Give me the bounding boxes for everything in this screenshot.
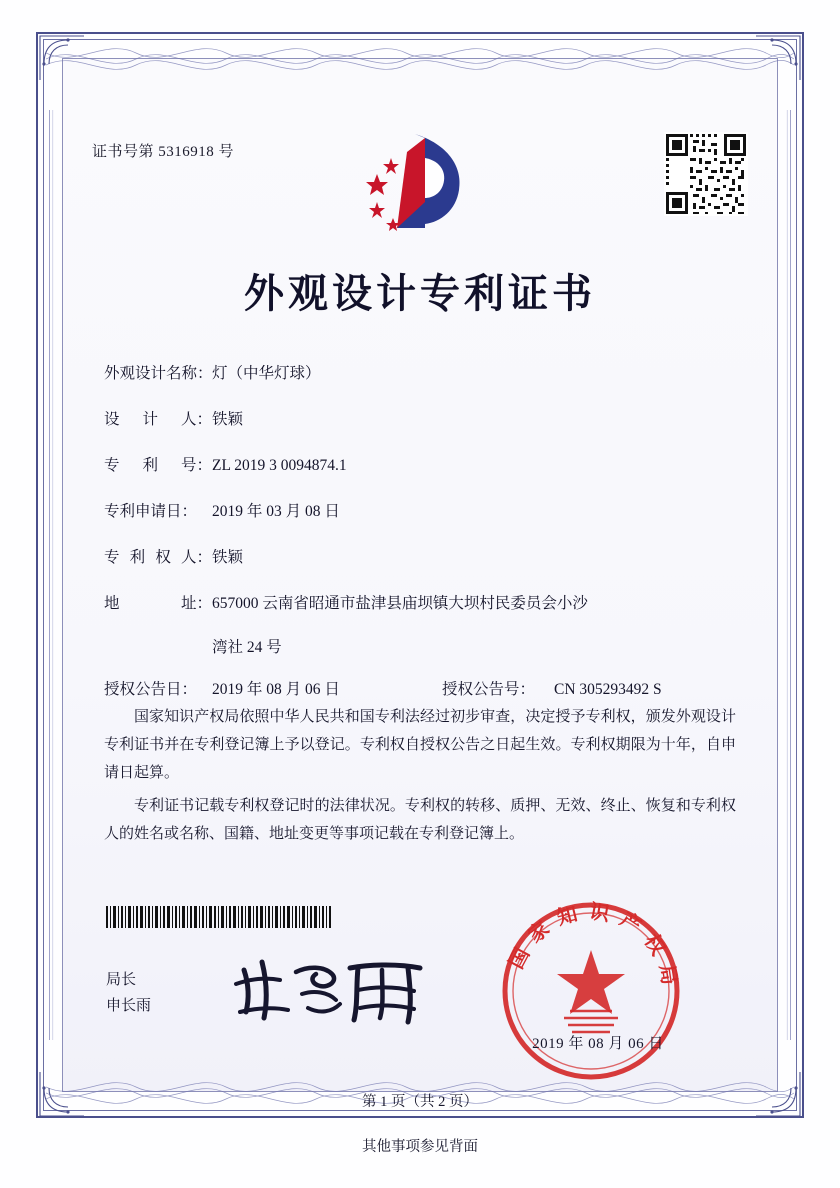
qr-code-icon (664, 132, 748, 216)
grant-number-label: 授权公告号： (442, 681, 536, 699)
field-label-char: 利 (129, 549, 146, 567)
field-value: 铁颖 (212, 411, 244, 429)
field-label-char: 址： (180, 595, 212, 613)
signature-block (106, 968, 151, 1019)
field-patentee (104, 546, 744, 570)
barcode (106, 906, 331, 928)
svg-text:国家知识产权局: 国家知识产权局 (503, 898, 684, 997)
side-rule-right (784, 110, 794, 1040)
field-grant-row (104, 678, 744, 702)
field-patent-number (104, 454, 744, 478)
field-label: 外观设计名称： (104, 365, 213, 382)
side-rule-left (46, 110, 56, 1040)
seal-date: 2019 年 08 月 06 日 (532, 1036, 664, 1052)
grant-number-value: CN 305293492 S (554, 681, 662, 699)
fields-block (104, 362, 744, 718)
field-design-name (104, 362, 744, 386)
field-label (104, 408, 212, 432)
field-label (104, 592, 212, 616)
field-label-char: 利 (142, 457, 158, 475)
field-application-date (104, 500, 744, 524)
field-value: 铁颖 (212, 549, 244, 567)
field-value: 2019 年 03 月 08 日 (212, 503, 340, 521)
field-label-char: 权 (155, 549, 171, 567)
grant-date-value: 2019 年 08 月 06 日 (212, 681, 340, 699)
field-label-char: 专 (104, 457, 120, 475)
field-label-char: 计 (142, 411, 158, 429)
field-label-char: 号： (180, 457, 212, 475)
field-label-char: 地 (104, 595, 120, 613)
legal-paragraph: 国家知识产权局依照中华人民共和国专利法经过初步审查，决定授予专利权，颁发外观设计专利证书并在专利登记簿上予以登记。专利权自授权公告之日起生效。专利权期限为十年，自申请日起算。 (104, 709, 736, 781)
footer-note: 其他事项参见背面 (362, 1139, 478, 1155)
page-indicator: 第 1 页（共 2 页） (362, 1094, 478, 1110)
field-designer (104, 408, 744, 432)
field-label-char: 人： (180, 411, 212, 429)
handwritten-signature-icon (232, 952, 442, 1030)
field-value: 657000 云南省昭通市盐津县庙坝镇大坝村民委员会小沙 (212, 595, 588, 613)
certificate-number: 证书号第 5316918 号 (92, 144, 235, 160)
official-seal (498, 898, 684, 1084)
field-label-char: 专 (104, 549, 120, 567)
wave-ornament-top (46, 42, 794, 76)
field-label-char: 设 (104, 411, 120, 429)
legal-text-block (104, 704, 736, 855)
field-address (104, 592, 744, 616)
field-label: 专利申请日： (104, 503, 198, 521)
director-title-label: 局长 (106, 972, 137, 988)
national-emblem-star-logo-icon (355, 128, 475, 240)
page-title: 外观设计专利证书 (244, 270, 596, 317)
field-label (104, 546, 212, 570)
legal-paragraph: 专利证书记载专利权登记时的法律状况。专利权的转移、质押、无效、终止、恢复和专利权人的姓名或名称、国籍、地址变更等事项记载在专利登记簿上。 (104, 798, 736, 842)
director-name-label: 申长雨 (106, 997, 152, 1014)
field-address-line2: 湾社 24 号 (212, 639, 282, 657)
field-value: 灯（中华灯球） (212, 365, 321, 382)
field-label-char: 人： (180, 549, 212, 567)
field-label (104, 454, 212, 478)
grant-date-label: 授权公告日： (104, 681, 198, 699)
field-value: ZL 2019 3 0094874.1 (212, 457, 347, 475)
